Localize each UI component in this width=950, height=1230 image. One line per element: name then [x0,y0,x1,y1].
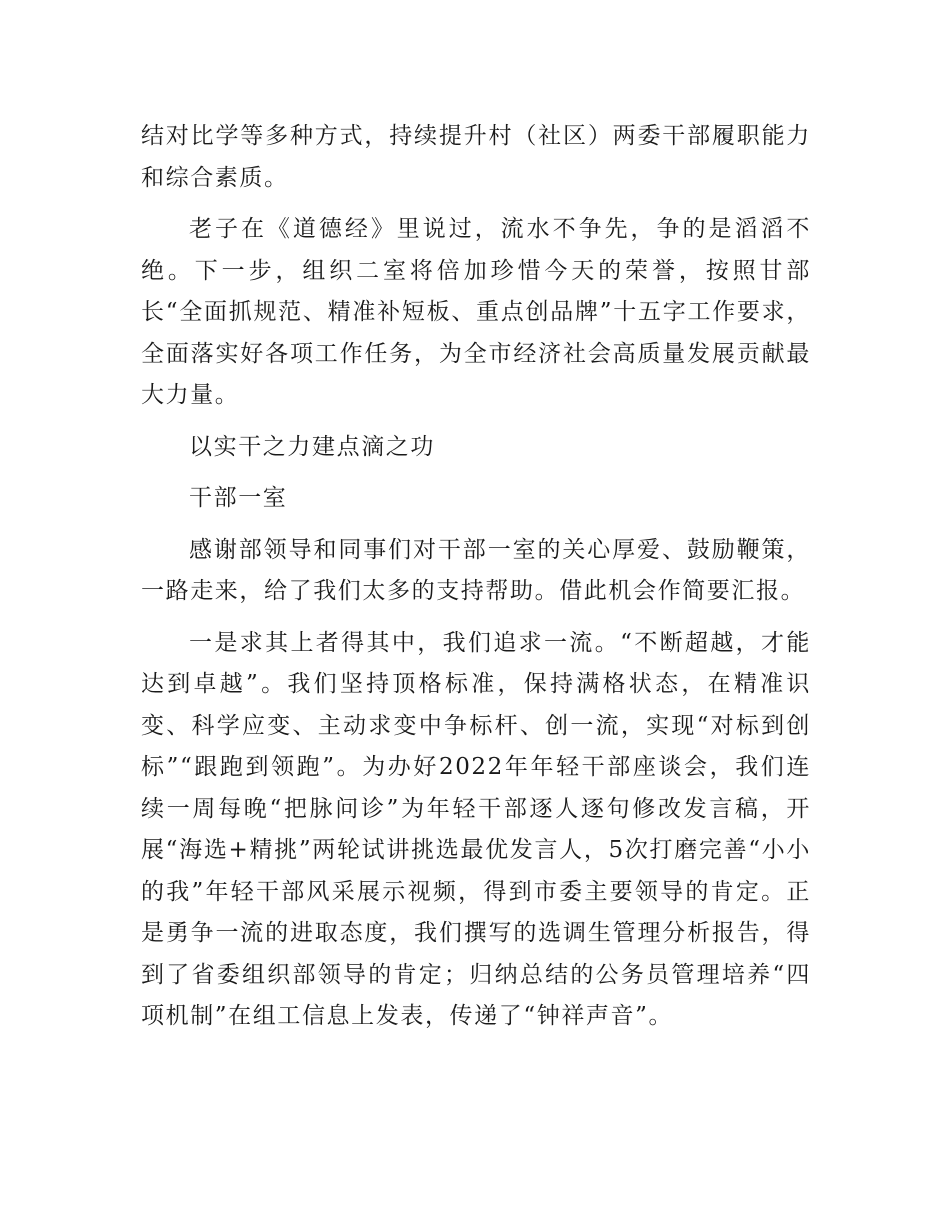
document-body [141,116,811,1048]
section-author: 干部一室 [189,485,288,511]
section-title: 以实干之力建点滴之功 [189,433,435,460]
paragraph-continuation: 结对比学等多种方式，持续提升村（社区）两委干部履职能力和综合素质。 [141,123,811,191]
paragraph-first-point: 一是求其上者得其中，我们追求一流。“不断超越，才能达到卓越”。我们坚持顶格标准，保持满格状态，在精准识变、科学应变、主动求变中争标杆、创一流，实现“对标到创标”“跟跑到领跑”。为办好2022年年轻干部座谈会，我们连续一周每晚“把脉问诊”为年轻干部逐人逐句修改发言稿，开展“海选+精挑”两轮试讲挑选最优发言人，5次打磨完善“小小的我”年轻干部风采展示视频，得到市委主要领导的肯定。正是勇争一流的进取态度，我们撰写的选调生管理分析报告，得到了省委组织部领导的肯定；归纳总结的公务员管理培养“四项机制”在组工信息上发表，传递了“钟祥声音”。 [141,629,811,1029]
paragraph-daodejing: 老子在《道德经》里说过，流水不争先，争的是滔滔不绝。下一步，组织二室将倍加珍惜今天的荣誉，按照甘部长“全面抓规范、精准补短板、重点创品牌”十五字工作要求，全面落实好各项工作任务，为全市经济社会高质量发展贡献最大力量。 [141,216,811,408]
paragraph-thanks: 感谢部领导和同事们对干部一室的关心厚爱、鼓励鞭策，一路走来，给了我们太多的支持帮助。借此机会作简要汇报。 [141,536,811,604]
